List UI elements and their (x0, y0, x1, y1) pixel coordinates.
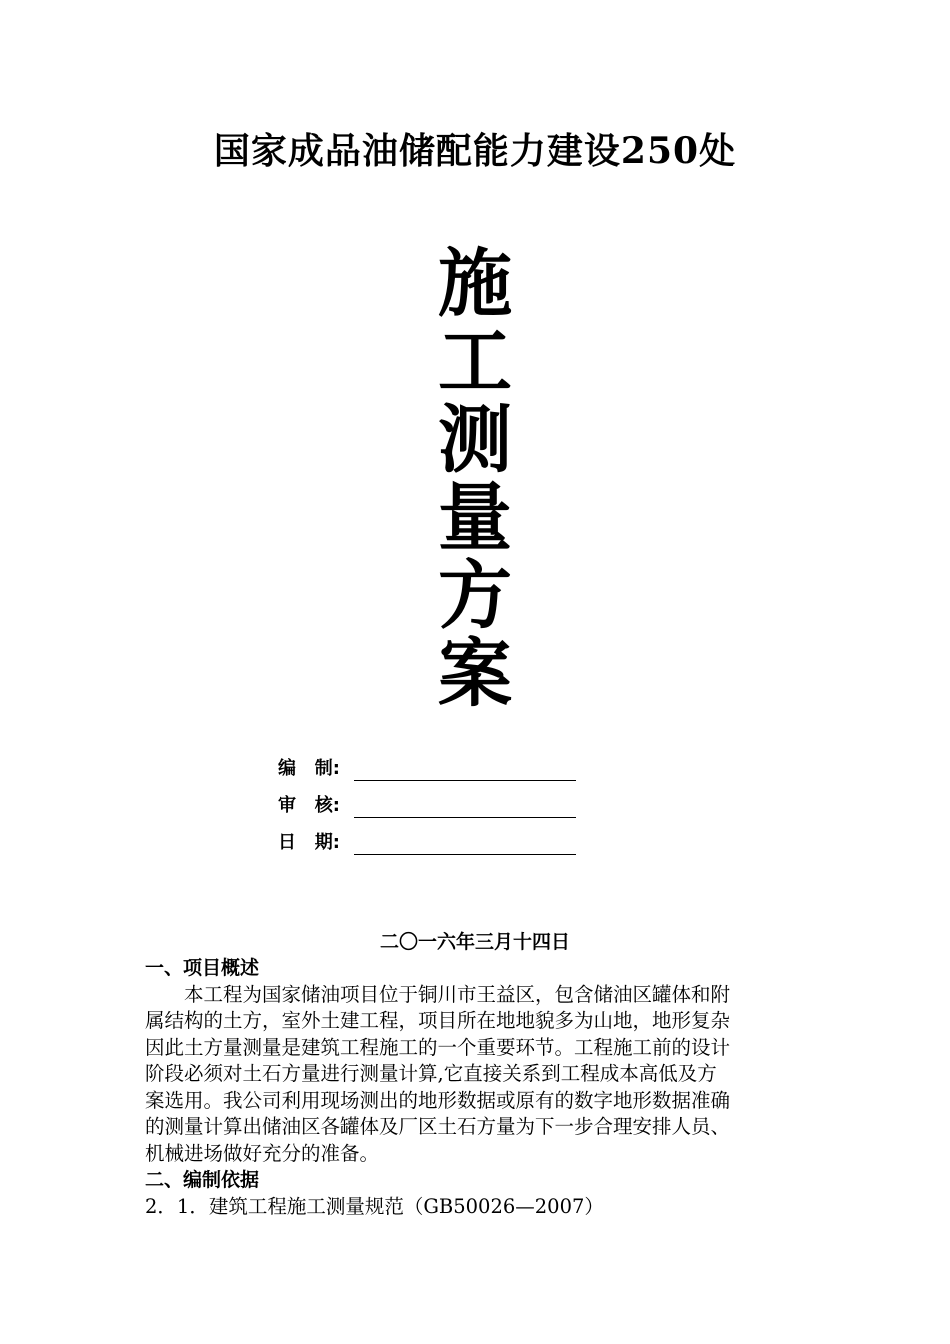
signature-blank-line (354, 830, 576, 855)
main-title-char: 施 (438, 241, 512, 327)
section-heading: 一、项目概述 (145, 957, 260, 979)
signature-blank-line (354, 756, 576, 781)
signature-blank-line (354, 793, 576, 818)
signature-label: 审 核: (278, 795, 340, 816)
signature-row-reviewer (278, 782, 576, 819)
main-title-char: 案 (438, 631, 512, 717)
section-heading: 二、编制依据 (145, 1169, 260, 1191)
paragraph-line: 的测量计算出储油区各罐体及厂区土石方量为下一步合理安排人员、 (145, 1115, 731, 1138)
paragraph-line: 属结构的土方，室外土建工程，项目所在地地貌多为山地，地形复杂 (145, 1009, 731, 1032)
main-title-char: 方 (438, 553, 512, 639)
signature-block (278, 745, 576, 856)
paragraph-line: 案选用。我公司利用现场测出的地形数据或原有的数字地形数据准确 (145, 1088, 731, 1112)
main-title-char: 测 (438, 397, 512, 483)
paragraph-line: 因此土方量测量是建筑工程施工的一个重要环节。工程施工前的设计 (145, 1035, 731, 1059)
main-title-char: 量 (438, 475, 512, 561)
paragraph-line: 阶段必须对土石方量进行测量计算,它直接关系到工程成本高低及方 (145, 1062, 717, 1085)
document-title: 国家成品油储配能力建设250处 (213, 130, 737, 172)
cover-date: 二〇一六年三月十四日 (379, 931, 570, 953)
main-title-vertical (425, 241, 525, 717)
signature-label: 编 制: (278, 758, 340, 779)
document-body (145, 955, 810, 1220)
signature-row-date (278, 819, 576, 856)
paragraph-line: 本工程为国家储油项目位于铜川市王益区，包含储油区罐体和附 (184, 982, 731, 1006)
project-overview-paragraph (145, 982, 810, 1168)
main-title-char: 工 (438, 319, 512, 405)
list-item: 2．1．建筑工程施工测量规范（GB50026—2007） (145, 1194, 604, 1218)
signature-row-author (278, 745, 576, 782)
signature-label: 日 期: (278, 832, 340, 853)
paragraph-line: 机械进场做好充分的准备。 (145, 1141, 380, 1165)
